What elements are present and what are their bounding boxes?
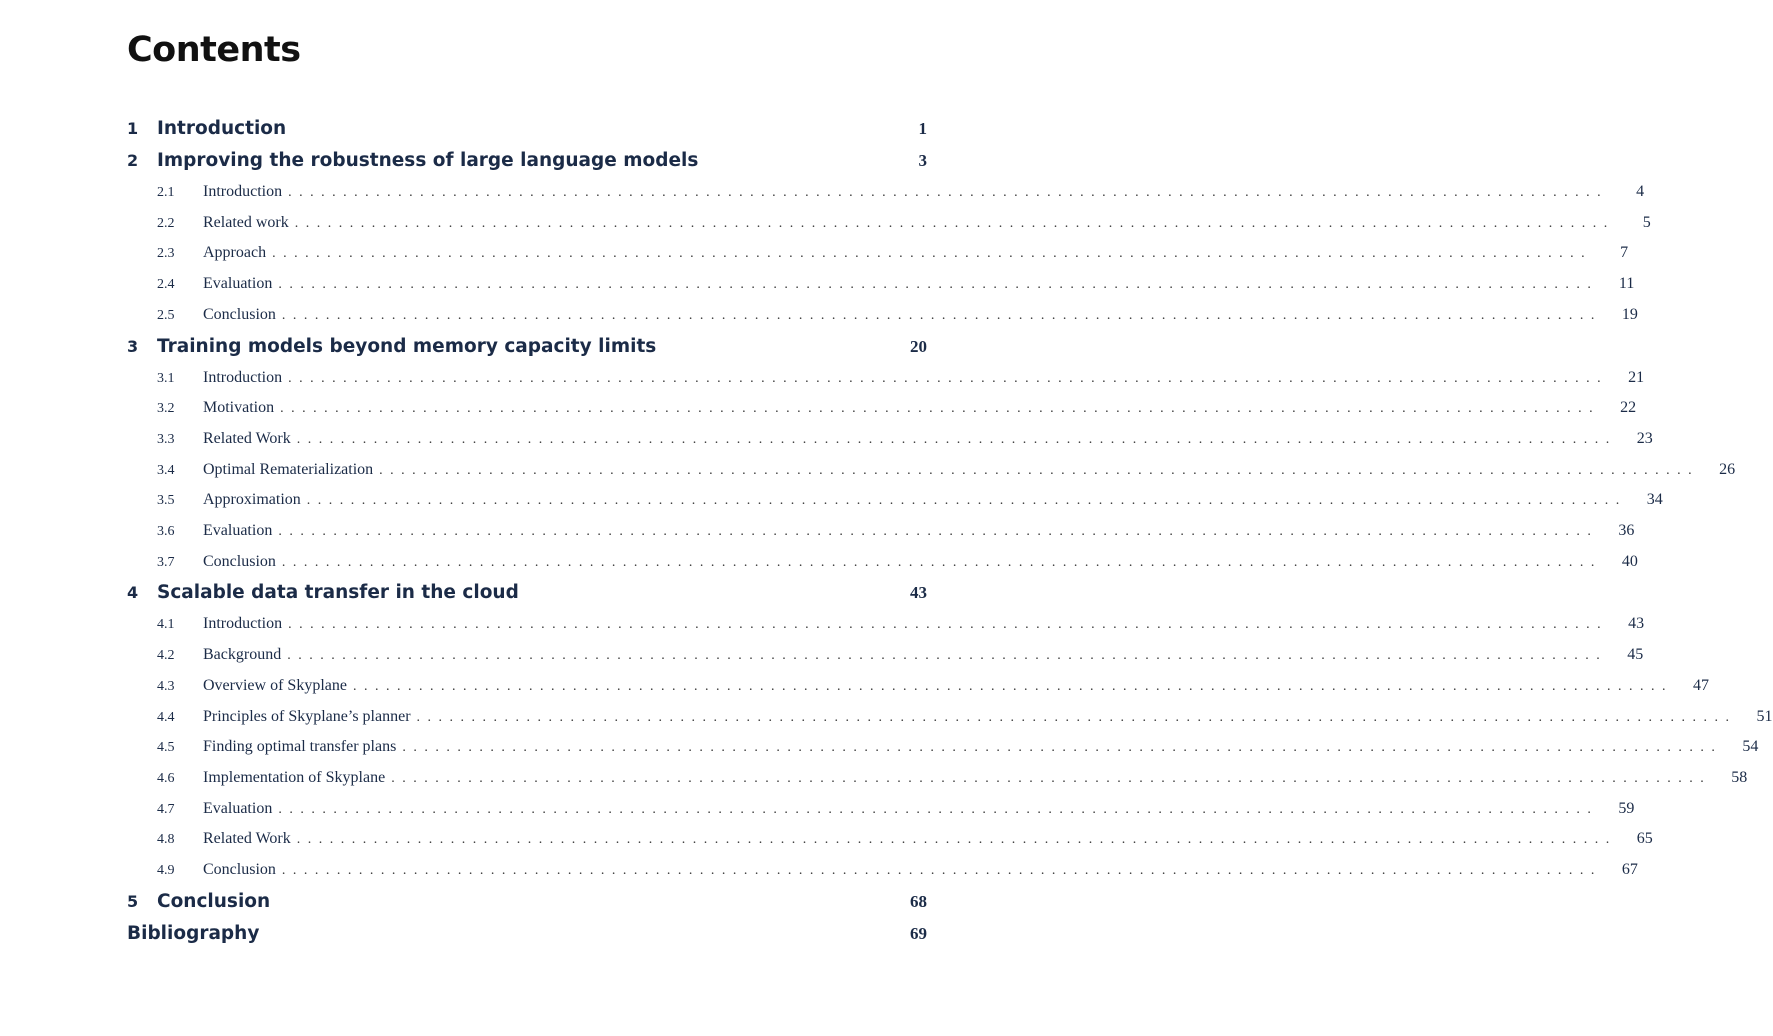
section-number: 3.6 <box>157 524 175 539</box>
section-title: Related Work <box>203 429 291 447</box>
section-page-number: 5 <box>1642 213 1651 231</box>
chapter-number: 5 <box>127 891 139 911</box>
section-page-number: 21 <box>1628 368 1645 386</box>
section-number: 4.5 <box>157 740 175 756</box>
chapter-title: Training models beyond memory capacity limits <box>157 335 657 357</box>
dot-leader: ........................................................................................................................ <box>416 709 1737 725</box>
page-title: Contents <box>127 30 301 70</box>
section-number: 4.4 <box>157 709 175 725</box>
section-title: Introduction <box>203 183 283 200</box>
section-title: Evaluation <box>203 799 273 817</box>
section-number: 3.7 <box>157 554 175 570</box>
dot-leader: ........................................................................................................................ <box>281 554 1602 570</box>
section-title: Introduction <box>203 368 283 386</box>
section-title: Conclusion <box>203 552 276 570</box>
section-title: Background <box>203 646 282 664</box>
section-number: 2.2 <box>157 215 175 231</box>
toc-section-row[interactable] <box>157 429 1653 452</box>
chapter-page-number: 68 <box>910 891 927 911</box>
section-page-number: 4 <box>1636 183 1645 200</box>
section-title: Motivation <box>203 399 275 417</box>
chapter-title: Introduction <box>157 118 287 139</box>
section-number: 3.3 <box>157 431 175 447</box>
dot-leader: ........................................................................................................................ <box>278 277 1599 293</box>
section-title: Approximation <box>203 491 301 509</box>
toc-section-row[interactable] <box>157 491 1663 513</box>
section-number: 2.3 <box>157 246 175 262</box>
dot-leader: ........................................................................................................................ <box>272 246 1593 262</box>
chapter-number: 1 <box>127 119 139 138</box>
section-page-number: 51 <box>1756 707 1773 725</box>
chapter-title: Improving the robustness of large language models <box>157 150 699 171</box>
section-number: 2.5 <box>157 307 175 323</box>
dot-leader: ........................................................................................................................ <box>287 648 1608 664</box>
toc-section-row[interactable] <box>157 646 1644 668</box>
section-title: Evaluation <box>203 522 273 539</box>
section-page-number: 26 <box>1719 460 1736 478</box>
dot-leader: ........................................................................................................................ <box>281 863 1602 878</box>
toc-chapter-row[interactable] <box>127 118 927 142</box>
section-page-number: 43 <box>1628 615 1645 633</box>
toc-section-row[interactable] <box>157 213 1651 236</box>
section-title: Conclusion <box>203 305 276 323</box>
toc-section-row[interactable] <box>157 183 1645 205</box>
section-page-number: 19 <box>1621 305 1638 323</box>
section-number: 4.8 <box>157 832 175 848</box>
section-number: 3.5 <box>157 493 175 509</box>
toc-section-row[interactable] <box>157 305 1638 328</box>
section-number: 4.3 <box>157 678 175 694</box>
dot-leader: ........................................................................................................................ <box>278 801 1599 817</box>
bibliography-page-number: 69 <box>910 923 927 943</box>
dot-leader: ........................................................................................................................ <box>379 462 1700 478</box>
section-number: 4.1 <box>157 617 175 633</box>
section-page-number: 67 <box>1621 861 1638 878</box>
dot-leader: ........................................................................................................................ <box>391 770 1712 786</box>
toc-section-row[interactable] <box>157 399 1637 421</box>
section-number: 2.4 <box>157 277 175 293</box>
section-page-number: 22 <box>1620 399 1637 417</box>
dot-leader: ........................................................................................................................ <box>288 617 1609 633</box>
toc-section-row[interactable] <box>157 275 1635 297</box>
chapter-number: 3 <box>127 336 139 356</box>
chapter-number: 4 <box>127 583 139 603</box>
section-page-number: 40 <box>1621 552 1638 570</box>
section-title: Introduction <box>203 615 283 633</box>
section-number: 2.1 <box>157 185 175 200</box>
section-page-number: 23 <box>1636 429 1653 447</box>
chapter-page-number: 43 <box>910 583 927 603</box>
toc-section-row[interactable] <box>157 368 1645 391</box>
section-number: 3.2 <box>157 401 175 417</box>
toc-section-row[interactable] <box>157 244 1629 266</box>
section-number: 4.6 <box>157 770 175 786</box>
chapter-title: Scalable data transfer in the cloud <box>157 582 519 604</box>
section-page-number: 7 <box>1620 244 1629 262</box>
dot-leader: ........................................................................................................................ <box>288 185 1609 200</box>
section-number: 4.2 <box>157 648 175 664</box>
section-title: Related Work <box>203 830 291 848</box>
chapter-page-number: 20 <box>910 336 927 356</box>
section-page-number: 45 <box>1627 646 1644 664</box>
section-number: 4.9 <box>157 863 175 878</box>
toc-chapter-row[interactable] <box>127 150 927 174</box>
section-page-number: 34 <box>1646 491 1663 509</box>
section-page-number: 47 <box>1692 676 1709 694</box>
section-number: 3.1 <box>157 370 175 386</box>
toc-section-row[interactable] <box>157 707 1773 730</box>
section-title: Evaluation <box>203 275 273 293</box>
dot-leader: ........................................................................................................................ <box>288 370 1609 386</box>
toc-section-row[interactable] <box>157 830 1653 852</box>
dot-leader: ........................................................................................................................ <box>306 493 1627 509</box>
section-title: Overview of Skyplane <box>203 676 347 694</box>
bibliography-title: Bibliography <box>127 922 260 944</box>
toc-section-row[interactable] <box>157 522 1635 544</box>
section-title: Implementation of Skyplane <box>203 768 386 786</box>
chapter-number: 2 <box>127 151 139 170</box>
section-page-number: 65 <box>1636 830 1653 848</box>
toc-chapter-row[interactable] <box>127 891 927 915</box>
toc-chapter-row[interactable] <box>127 336 927 360</box>
section-title: Conclusion <box>203 861 276 878</box>
section-number: 4.7 <box>157 801 175 817</box>
section-page-number: 58 <box>1731 768 1748 786</box>
dot-leader: ........................................................................................................................ <box>352 678 1673 694</box>
section-title: Principles of Skyplane’s planner <box>203 707 411 725</box>
dot-leader: ........................................................................................................................ <box>296 431 1617 447</box>
chapter-page-number: 3 <box>918 151 927 170</box>
section-page-number: 11 <box>1618 275 1635 293</box>
dot-leader: ........................................................................................................................ <box>402 740 1723 756</box>
section-page-number: 59 <box>1618 799 1635 817</box>
section-title: Related work <box>203 213 289 231</box>
section-number: 3.4 <box>157 462 175 478</box>
toc-bibliography-row[interactable] <box>127 923 927 947</box>
dot-leader: ........................................................................................................................ <box>280 401 1601 417</box>
toc-chapter-row[interactable] <box>127 582 927 606</box>
toc-section-row[interactable] <box>157 799 1635 822</box>
dot-leader: ........................................................................................................................ <box>294 215 1615 231</box>
section-title: Finding optimal transfer plans <box>203 738 397 756</box>
dot-leader: ........................................................................................................................ <box>296 832 1617 848</box>
toc-section-row[interactable] <box>157 861 1638 883</box>
dot-leader: ........................................................................................................................ <box>281 307 1602 323</box>
toc-section-row[interactable] <box>157 768 1748 791</box>
section-page-number: 36 <box>1618 522 1635 539</box>
toc-section-row[interactable] <box>157 615 1645 637</box>
dot-leader: ........................................................................................................................ <box>278 524 1599 539</box>
toc-section-row[interactable] <box>157 552 1638 575</box>
section-title: Optimal Rematerialization <box>203 460 374 478</box>
toc-section-row[interactable] <box>157 676 1709 699</box>
section-page-number: 54 <box>1742 738 1759 756</box>
toc-section-row[interactable] <box>157 460 1736 483</box>
section-title: Approach <box>203 244 267 262</box>
chapter-title: Conclusion <box>157 890 271 912</box>
toc-section-row[interactable] <box>157 738 1759 760</box>
chapter-page-number: 1 <box>918 119 927 138</box>
